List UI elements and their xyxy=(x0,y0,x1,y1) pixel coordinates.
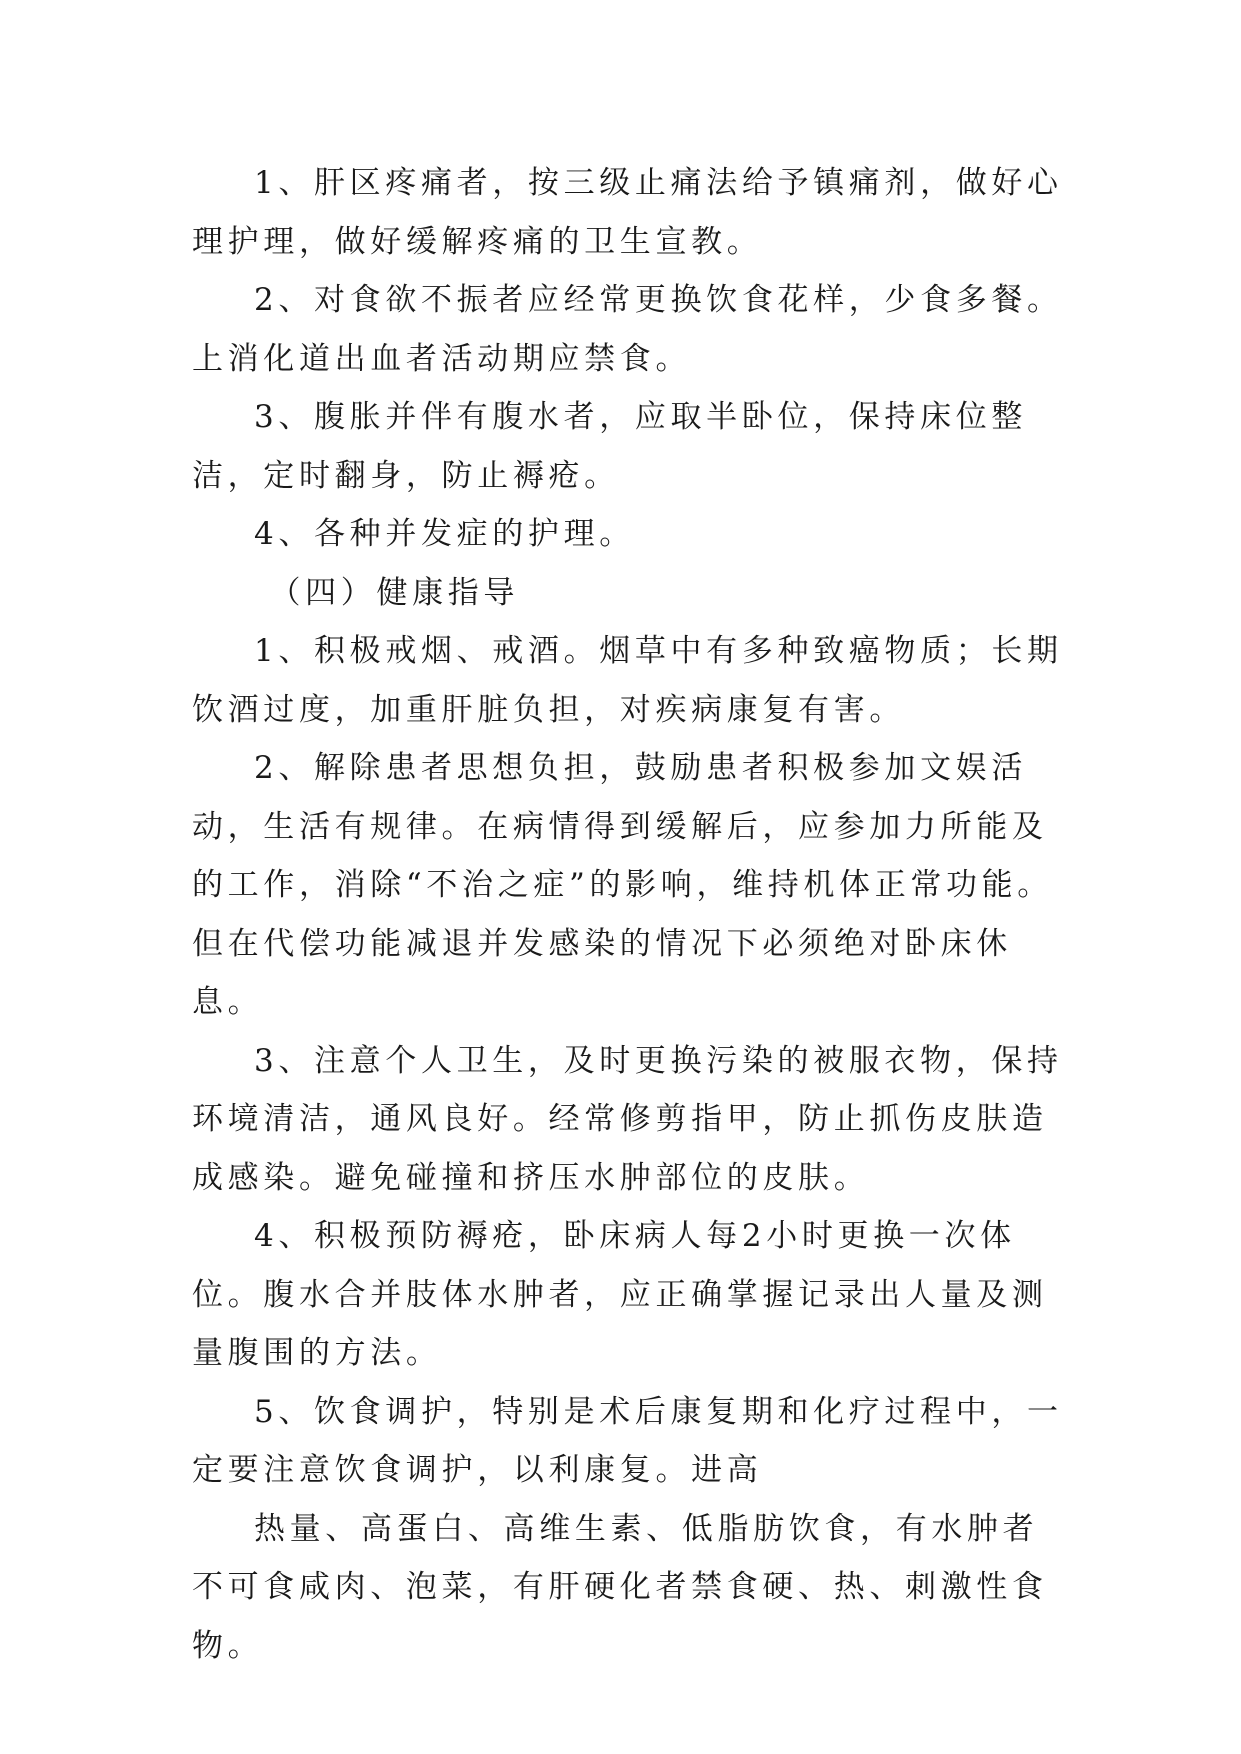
section-heading-health-guidance: （四）健康指导 xyxy=(269,574,520,611)
paragraph-diet-care: 5、饮食调护，特别是术后康复期和化疗过程中，一定要注意饮食调护，以利康复。进高 xyxy=(192,1393,1063,1488)
paragraph-liver-pain: 1、肝区疼痛者，按三级止痛法给予镇痛剂，做好心理护理，做好缓解疼痛的卫生宣教。 xyxy=(192,165,1063,260)
paragraph-bedsore-prevention: 4、积极预防褥疮，卧床病人每2小时更换一次体位。腹水合并肢体水肿者，应正确掌握记录出人量及测量腹围的方法。 xyxy=(192,1218,1048,1371)
paragraph-hygiene: 3、注意个人卫生，及时更换污染的被服衣物，保持环境清洁，通风良好。经常修剪指甲，防止抓伤皮肤造成感染。避免碰撞和挤压水肿部位的皮肤。 xyxy=(192,1042,1063,1196)
paragraph-mental-burden: 2、解除患者思想负担，鼓励患者积极参加文娱活动，生活有规律。在病情得到缓解后，应参加力所能及的工作，消除“不治之症”的影响，维持机体正常功能。但在代偿功能减退并发感染的情况下必须绝对卧床休息。 xyxy=(192,750,1053,1020)
document-body xyxy=(192,154,1072,1675)
paragraph-diet-details: 热量、高蛋白、高维生素、低脂肪饮食，有水肿者不可食咸肉、泡菜，有肝硬化者禁食硬、热、刺激性食物。 xyxy=(192,1510,1048,1664)
paragraph-ascites: 3、腹胀并伴有腹水者，应取半卧位，保持床位整洁，定时翻身，防止褥疮。 xyxy=(192,399,1028,494)
paragraph-complications: 4、各种并发症的护理。 xyxy=(254,516,635,552)
paragraph-smoking-drinking: 1、积极戒烟、戒酒。烟草中有多种致癌物质；长期饮酒过度，加重肝脏负担，对疾病康复有害。 xyxy=(192,633,1063,728)
paragraph-appetite: 2、对食欲不振者应经常更换饮食花样，少食多餐。上消化道出血者活动期应禁食。 xyxy=(192,282,1063,377)
